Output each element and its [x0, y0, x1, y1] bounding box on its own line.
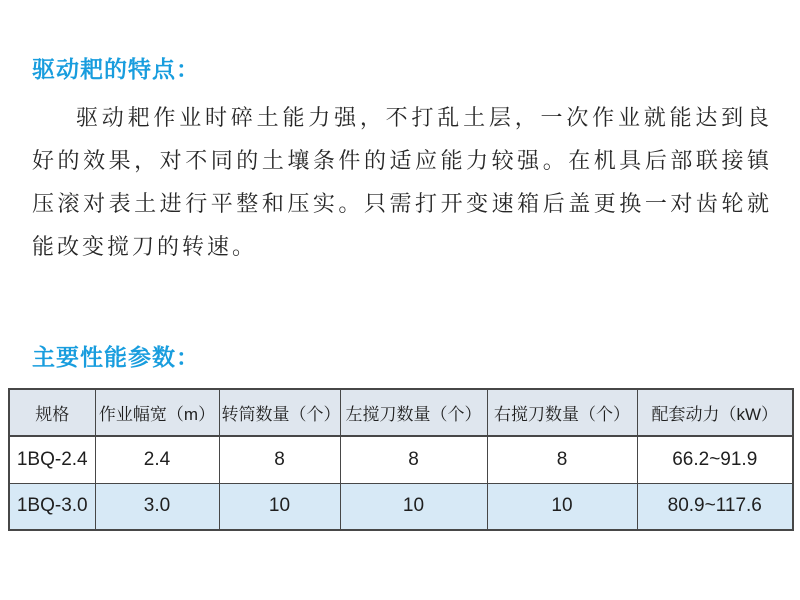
col-header-right-blades: 右搅刀数量（个）: [487, 389, 637, 436]
cell-right-blades: 8: [487, 436, 637, 483]
params-heading: 主要性能参数：: [32, 344, 200, 370]
col-header-spec: 规格: [9, 389, 95, 436]
features-heading: 驱动耙的特点：: [32, 56, 200, 82]
cell-spec: 1BQ-2.4: [9, 436, 95, 483]
cell-spec: 1BQ-3.0: [9, 483, 95, 530]
col-header-width: 作业幅宽（m）: [95, 389, 219, 436]
cell-drums: 10: [219, 483, 340, 530]
col-header-left-blades: 左搅刀数量（个）: [340, 389, 487, 436]
col-header-drums: 转筒数量（个）: [219, 389, 340, 436]
performance-table: [8, 388, 794, 531]
cell-width: 3.0: [95, 483, 219, 530]
table-row: [9, 436, 793, 483]
table-header-row: [9, 389, 793, 436]
table-row: [9, 483, 793, 530]
cell-right-blades: 10: [487, 483, 637, 530]
cell-left-blades: 8: [340, 436, 487, 483]
cell-left-blades: 10: [340, 483, 487, 530]
cell-width: 2.4: [95, 436, 219, 483]
cell-drums: 8: [219, 436, 340, 483]
cell-power: 66.2~91.9: [637, 436, 793, 483]
col-header-power: 配套动力（kW）: [637, 389, 793, 436]
cell-power: 80.9~117.6: [637, 483, 793, 530]
features-paragraph: 驱动耙作业时碎土能力强，不打乱土层，一次作业就能达到良好的效果，对不同的土壤条件的适应能力较强。在机具后部联接镇压滚对表土进行平整和压实。只需打开变速箱后盖更换一对齿轮就能改变搅刀的转速。: [32, 105, 772, 259]
